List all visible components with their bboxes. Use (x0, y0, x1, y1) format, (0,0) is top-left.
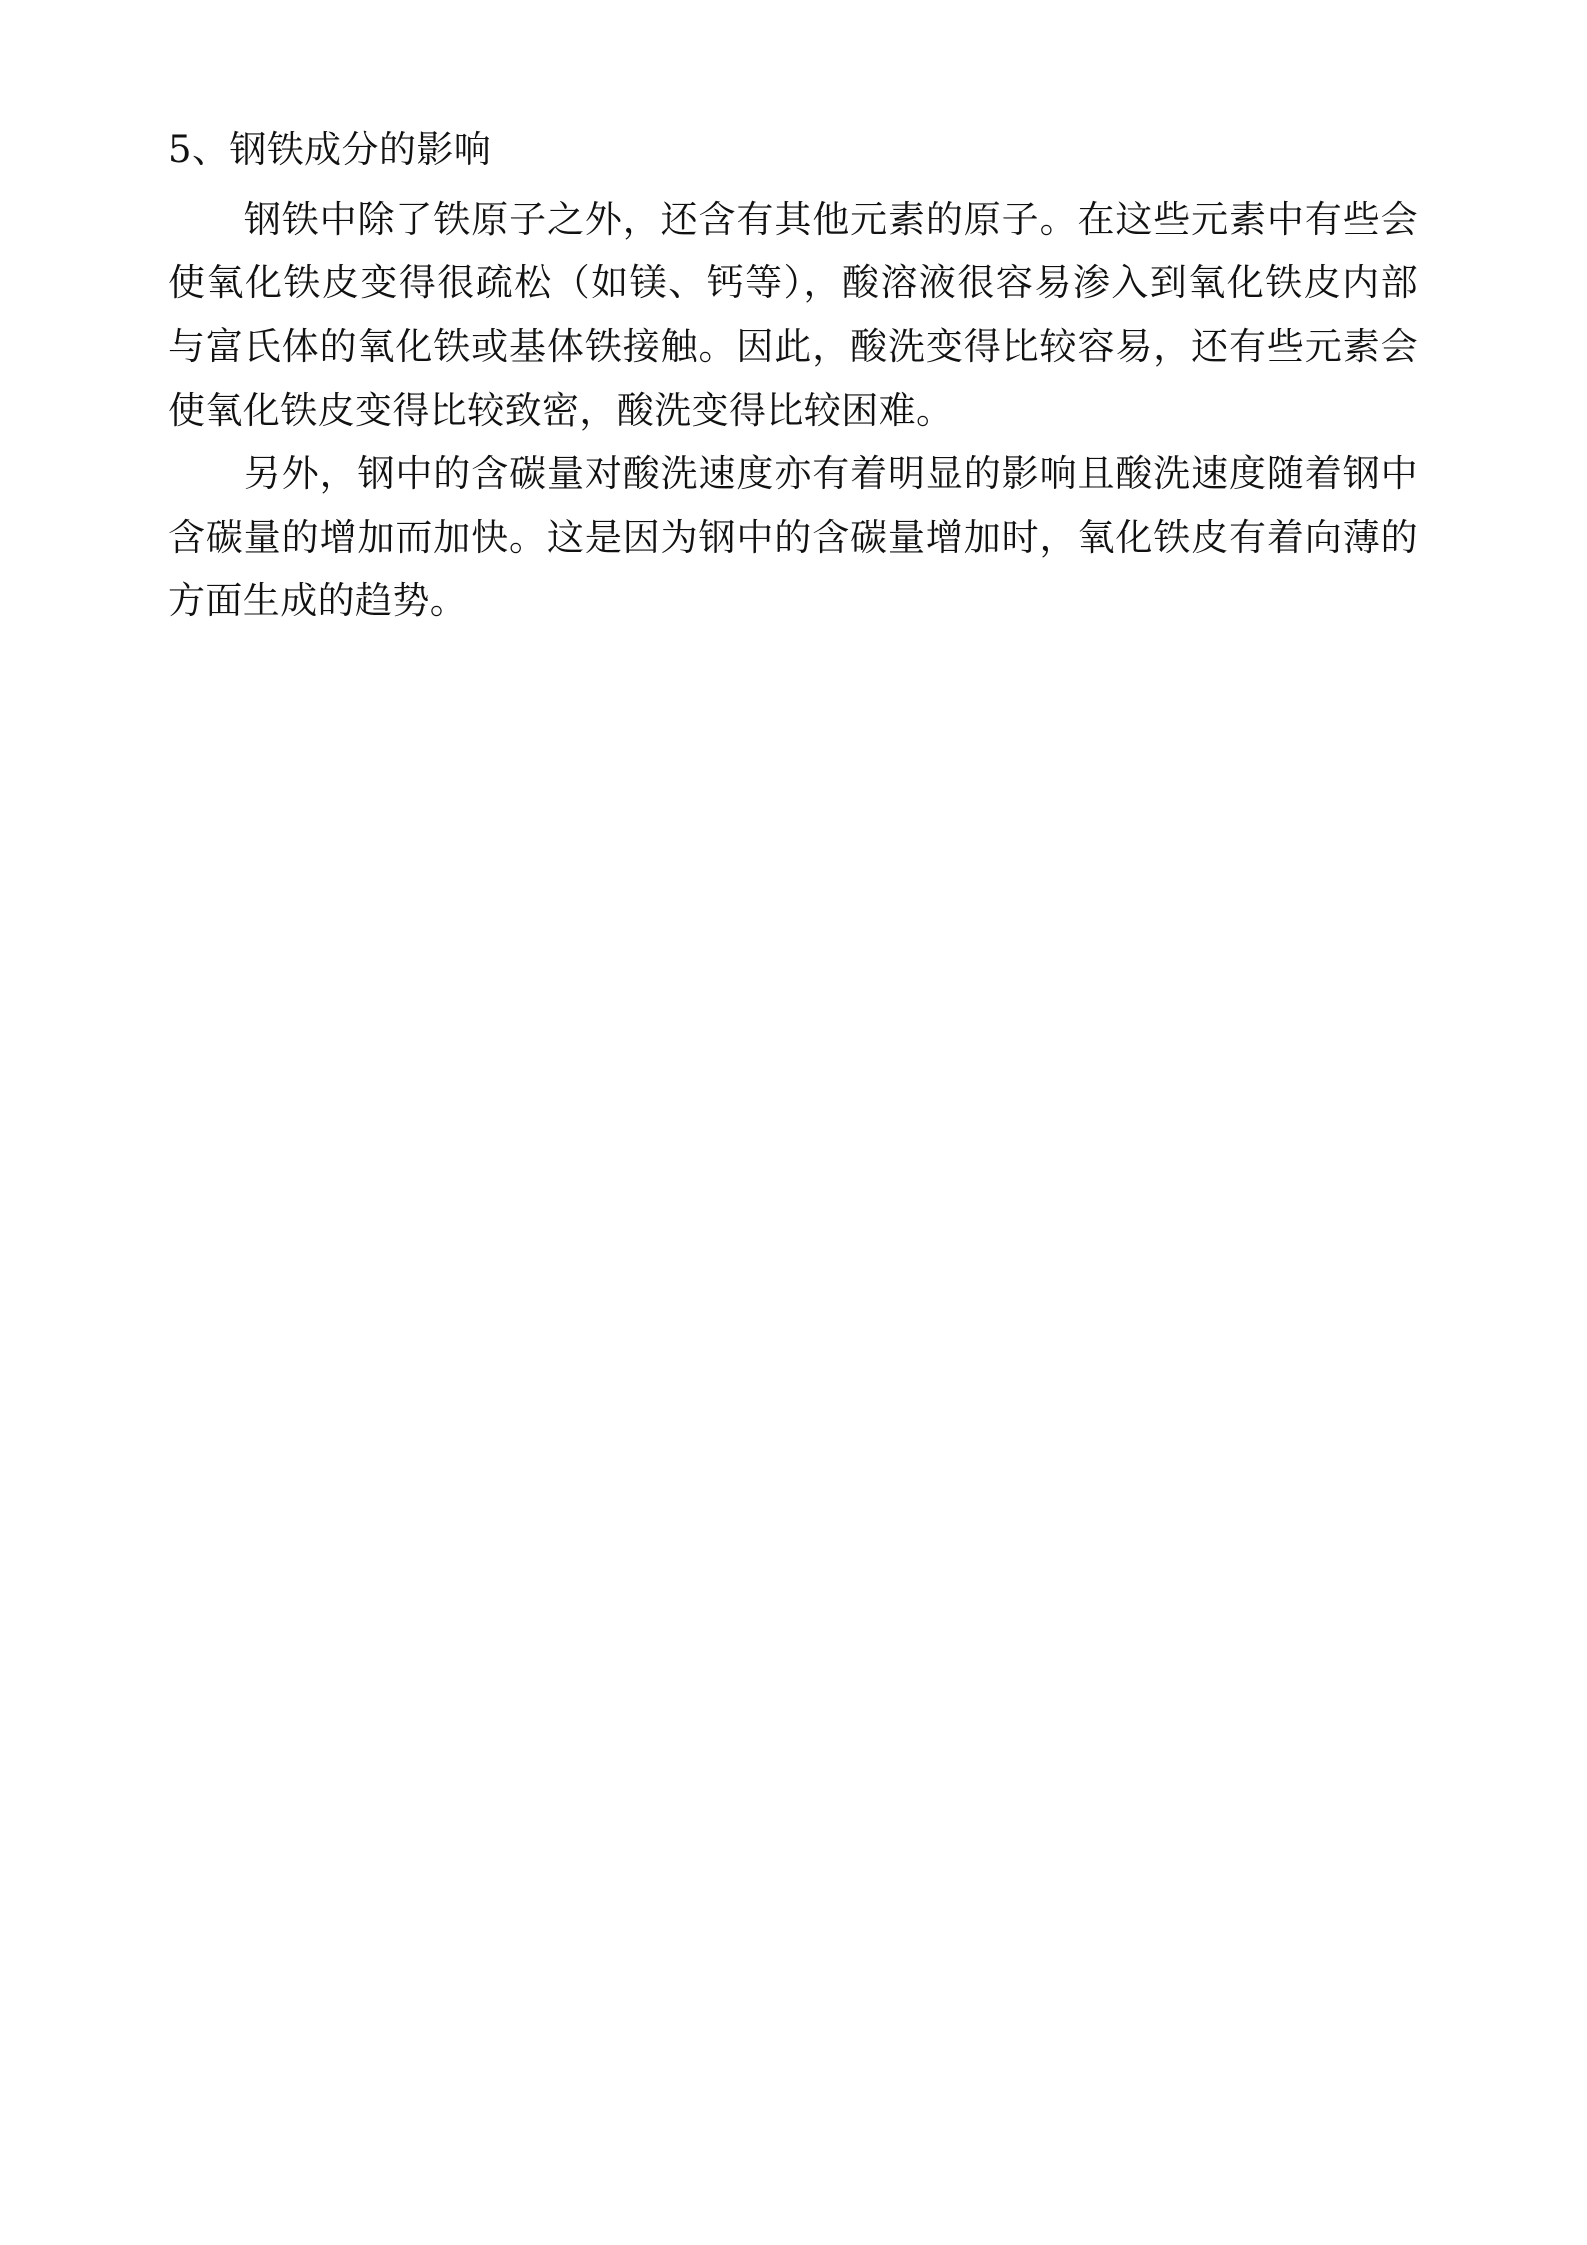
section-heading: 5、钢铁成分的影响 (168, 128, 492, 171)
paragraph-1: 钢铁中除了铁原子之外，还含有其他元素的原子。在这些元素中有些会使氧化铁皮变得很疏松（如镁、钙等），酸溶液很容易渗入到氧化铁皮内部与富氏体的氧化铁或基体铁接触。因此，酸洗变得比较容易，还有些元素会使氧化铁皮变得比较致密，酸洗变得比较困难。 (168, 197, 1418, 432)
document-body (168, 118, 1418, 633)
paragraph-2: 另外，钢中的含碳量对酸洗速度亦有着明显的影响且酸洗速度随着钢中含碳量的增加而加快。这是因为钢中的含碳量增加时，氧化铁皮有着向薄的方面生成的趋势。 (168, 452, 1418, 623)
